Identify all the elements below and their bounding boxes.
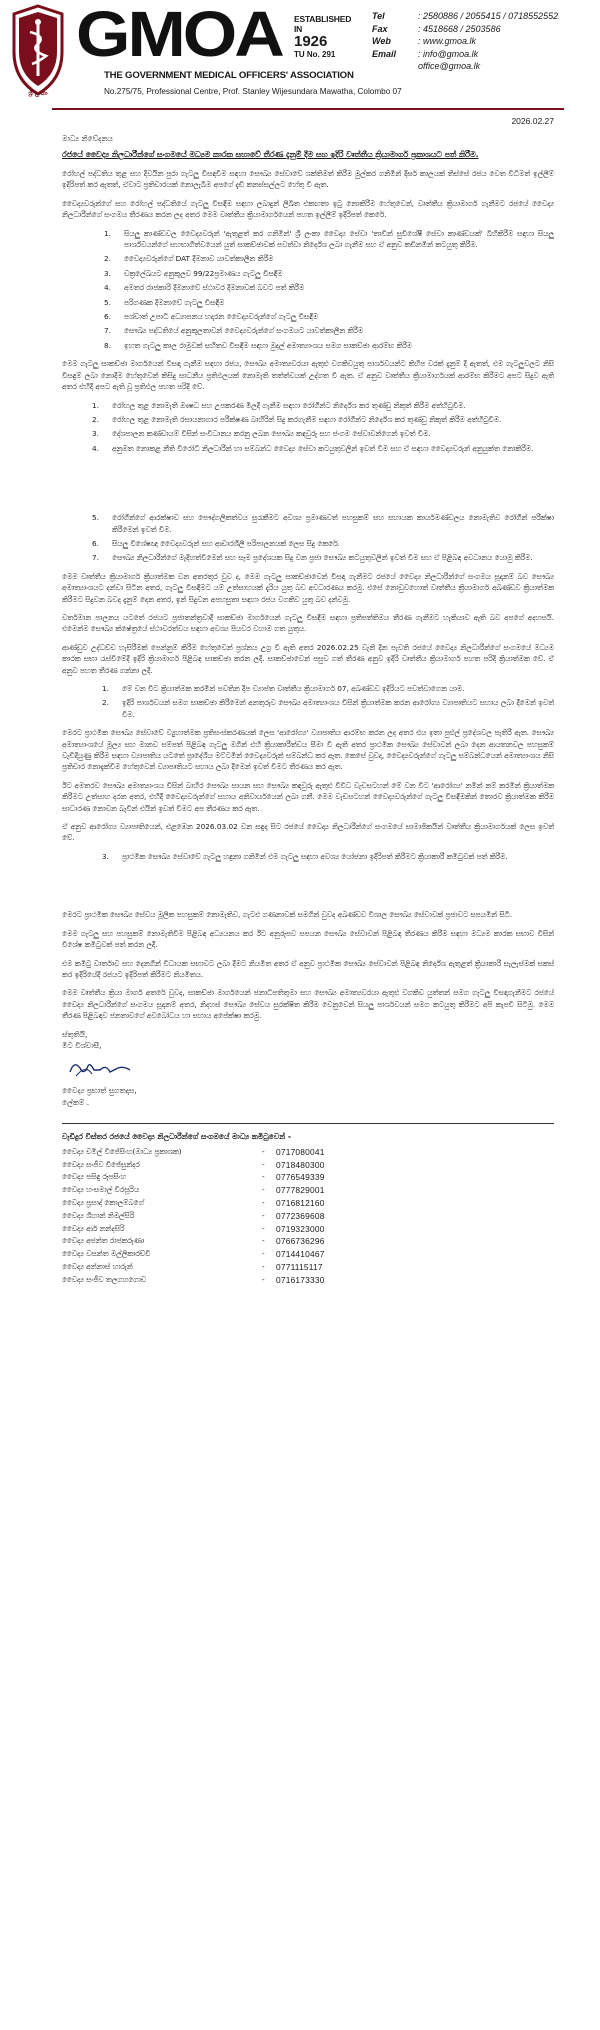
list-item: 3. ප්‍රාථමික සෞඛ්‍ය සේවාවේ ගැටලු හඳුනා ගනිමින් එම ගැටලු සඳහා අවශ්‍ය යෝජනා ඉදිරිපත් කිරීමට ක්‍රියාකාරී කමිටුවක් පත් කිරීම. [102,851,508,861]
table-row: වෛද්‍ය හංසමාල් වීරසූරිය - 0777829001 [62,1185,325,1196]
table-row: වෛද්‍ය ප්‍රසාද් කොලම්බගේ - 0716812160 [62,1198,325,1209]
paragraph: මෙම ගැටලු සහ පහසුකම් නොමැතිවීම පිළිබඳ අධ්‍යයනය කර ඊට අනුරූපව සපයන සෞඛ්‍ය සේවාවන් පිළිබඳ තීරණය කිරීම සඳහා මධ්‍යම කාරක සභාව විසින් විශේෂ කමිටුවක් පත් කරන ලදී. [62,928,554,950]
table-row: වෛද්‍ය අන්නාස් හාරුන් - 0771115117 [62,1261,323,1272]
paragraph: මෙම වෘත්තීය ක්‍රියා මාර්ග අතරේ වුවද, සාකච්ඡා මාර්ගයෙන් ජනාධිපතිතුමා සහ සෞඛ්‍ය අමාත්‍යවරයා ඇතුළු වගකිව යුත්තන් සමග ගැටලු විසඳාගැනීමට රජයේ වෛද්‍ය නිලධාරීන්ගේ සංගමය සූදානම් අතර, නිදහස් සෞඛ්‍ය සේවය සුරක්ෂිත කිරීම වෙනුවෙන් සියලු පාර්ශවයන් සමග කටයුතු කිරීමට අපි කැපවී සිටිමු. මෙම තීරණ පිළිබඳව ජනතාවගේ අවබෝධය හා සහාය අපේක්ෂා කරමු. [62,988,554,1021]
letterhead [28,0,559,112]
letter-date: 2026.02.27 [511,116,554,126]
closing-block [62,1029,554,1109]
list-item: 4. අමතර රාජකාරි දීමනාවේ ස්ථාවර දීමනාවක් බවට පත් කිරීම [104,283,305,293]
paragraph: රෝහල් පද්ධතිය තුළ සහ දිවයින පුරා ගැටලු විසඳවීම සඳහා සෞඛ්‍ය සේවාවේ ශක්තිමත් කිරීම මුල්කර ගනිමින් දීර්ඝ කාලයක් තිස්සේ රජය වෙත විධිමත් ඉල්ලීම් ඉදිරිපත් කර ඇතත්, ඒවාට ප්‍රතිචාරයක් නොලැබීම අපගේ දැඩි කනස්සල්ලට හේතු වී ඇත. [62,169,554,190]
list-item: 8. ඉහත ගැටලු කාල රාමුවක් සහිතව විසඳීම සඳහා මුදල් අමාත්‍යාංශය සමග සාකච්ඡා ආරම්භ කිරීම [104,340,413,350]
list-item: 4. අනුමත නොකළ නීති විරෝධී නිලධාරීන් හා සම්බන්ධ වෛද්‍ය සේවා කටයුතුවලින් ඉවත් වීම සහ ඒ සඳහා වෛද්‍යවරුන් අනුයුක්ත නොකිරීම. [92,443,534,453]
closing-regards: මීට විශ්වාසී, [62,1041,102,1051]
salutation: මාධ්‍ය නිවේදනය [62,134,113,143]
actions-list [92,400,554,455]
member-phone[interactable]: 0771115117 [276,1261,323,1272]
table-row: වෛද්‍ය වසන්ත මල්ලිකාරච්චි - 0714410467 [62,1249,325,1260]
paragraph: ඒ අනුව ආරෝග්‍ය ව්‍යාපෘතියෙන්, එළඹෙන 2026.03.02 වන සඳුදා සිට රජයේ වෛද්‍ය නිලධාරීන්ගේ සංගමයේ සාමාජිකයින් වෘත්තීය ක්‍රියාමාර්ගයක් ලෙස ඉවත් වේ. [62,822,554,843]
list-item: 2. වෛද්‍යවරුන්ගේ DAT දීමනාව යාවත්කාලීන කිරීම [104,254,274,264]
section-divider [62,1123,554,1124]
contact-row-email-2 [372,60,558,73]
table-row: වෛද්‍ය සංජීව විජේසුන්දර - 0718480300 [62,1159,325,1170]
member-name: වෛද්‍ය ආර් නන්දසිරි [62,1223,125,1233]
member-phone[interactable]: 0719323000 [276,1223,325,1234]
email-link-office[interactable]: office@gmoa.lk [418,61,481,72]
trade-union-number: TU No. 291 [294,50,336,59]
member-name: වෛද්‍ය පසිඳු රූපසිංහ [62,1172,127,1182]
paragraph: මෙම ගැටලු සාකච්ඡා මාර්ගයෙන් විසඳා ගැනීම සඳහා රජය, සෞඛ්‍ය අමාත්‍යවරයා ඇතුළු වගකිවයුතු පාර්ශවයන්ට කිහිප වරක් දැනුම් දී ඇතත්, එම ගැටලුවලට නිසි විසඳුම් ලබා නොදීම හේතුවෙන් කිසිදු සාධනීය ප්‍රතිඵලයක් නොමැති තත්ත්වයක් උද්ගත වී ඇත. ඒ අනුව වෘත්තීය ක්‍රියාමාර්ගයක් ආරම්භ කිරීමට අපට සිදුව ඇති අතර එහිදී අපට ඇති වූ ප්‍රතිඵල පහත පරිදි වේ. [62,359,554,392]
member-phone[interactable]: 0718480300 [276,1159,325,1170]
paragraph: ඊට අමතරව සෞඛ්‍ය අමාත්‍යාංශය විසින් බාහිර සෞඛ්‍ය සායන සහ සෞඛ්‍ය කඳවුරු ඇතුළු විවිධ වැඩසටහන් මේ වන විට 'ආරෝග්‍ය' නමින් නම් කරමින් ක්‍රියාත්මක කිරීමට උත්සාහ දරන අතර, එහිදී වෛද්‍යවරුන්ගේ සහාය අනිවාර්යයෙන් ලබා ගනී. මෙම වැඩසටහන් වෛද්‍යවරුන්ගේ ගැටලු විසඳීමකින් තොරව ක්‍රියාත්මක කිරීම සාධාරණ නොවන බැවින් එයින් ඉවත් වීමට අප තීරණය කර ඇත. [62,780,554,813]
paragraph: වර්තමාන පාලනය යටතේ රජයට ප්‍රජාතන්ත්‍රවාදී සාකච්ඡා මාර්ගයෙන් ගැටලු විසඳීම සඳහා ප්‍රතිපත්තිමය තීරණ ගැනීමට හැකියාව ඇති බව අපගේ අදහසයි. එමෙන්ම සෞඛ්‍ය ක්ෂේත්‍රයේ ස්ථාවරත්වය සඳහා අවශ්‍ය පියවර වහාම ගත යුතුය. [62,612,554,634]
table-row: වෛද්‍ය අජන්ත රාජකරුණා - 0766736296 [62,1236,325,1247]
establishment-block [294,14,354,59]
signatory-name: වෛද්‍ය ප්‍රභාත් සුගතදාස, [62,1086,137,1096]
list-item: 1. සියලු කාණ්ඩවල වෛද්‍යවරුන් 'ඇතුළත් කර ගනිමින්' ශ්‍රී ලංකා වෛද්‍ය සේවා 'තාවින් සුවිශේෂී සේවා කාණ්ඩයක්' බිහිකිරීම සඳහා සියලු පාර්ශ්වයන්ගේ සහභාගිත්වයෙන් යුත් සාකච්ඡාවක් පවත්වා නිර්දේශ ලබා ගැනීම සහ ඒ අනුව කඩිනමින් කටයුතු කිරීම. [104,228,554,250]
established-year: 1926 [294,33,328,50]
paragraph: වෛද්‍යවරුන්ගේ සහ රෝහල් පද්ධතියේ ගැටලු විසඳීම සඳහා ලබාදුන් ලිඛිත එකඟතා ඉටු නොකිරීම හේතුවෙන්, වෘත්තීය ක්‍රියාමාර්ග ගැනීමට රජයේ වෛද්‍ය නිලධාරීන්ගේ සංගමය තීරණය කරන ලද අතර මෙම වෘත්තීය ක්‍රියාමාර්ගයෙන් පහත ඉල්ලීම් ඉදිරිපත් කෙරේ. [62,198,554,220]
page-break-gap [62,868,554,902]
member-phone[interactable]: 0714410467 [276,1249,325,1260]
closing-thanks: ස්තුතියි, [62,1029,88,1039]
contact-row-fax [372,23,558,36]
contact-label: Web [372,36,391,47]
table-row: වෛද්‍ය ශිහාන් නිමල්සිරි - 0772369608 [62,1210,325,1221]
list-item: 1. රෝහල තුළ නොමැති ඖෂධ සහ උපකරණ මිලදී ගැනීම සඳහා රෝගීන්ට නිර්දේශ කර තුණ්ඩු නිකුත් කිරීම අත්හිටුවීම. [92,400,466,410]
association-name: THE GOVERNMENT MEDICAL OFFICERS' ASSOCIATION [104,70,354,81]
member-phone[interactable]: 0766736296 [276,1236,325,1247]
paragraph: මෙරට ප්‍රාථමික සෞඛ්‍ය සේවාවේ ව්‍යුහාත්මක ප්‍රතිසංස්කරණයක් ලෙස 'ආරෝග්‍ය' ව්‍යාපෘතිය ආරම්භ කරන ලද අතර එය ඉතා පුළුල් ප්‍රදේශවල පැතිරී ඇත. සෞඛ්‍ය අමාත්‍යාංශයේ මූල්‍ය සහ මානව සම්පත් පිළිබඳ ගැටලු මගින් එහි ක්‍රියාකාරීත්වය සීමා වී ඇති අතර ප්‍රාථමික සෞඛ්‍ය සේවාවන් ලබා දෙන ආයතනවල පහසුකම් වැඩිදියුණු කිරීම සඳහා ව්‍යාපෘතිය යටතේ ප්‍රාදේශීය මට්ටමින් වෛද්‍යවරුන් සම්බන්ධ කර ඇත. කෙසේ වුවද, වෛද්‍යවරුන්ගේ ගැටලු සම්බන්ධයෙන් අමාත්‍යාංශය නිසි ප්‍රතිචාර නොදැක්වීම හේතුවෙන් ව්‍යාපෘතියට සහාය ලබා දීමෙන් ඉවත් වීමට තීරණය කර ඇත. [62,728,554,772]
contact-label: Fax [372,23,388,34]
contact-row-email [372,48,558,61]
association-address: No.275/75, Professional Centre, Prof. Stanley Wijesundara Mawatha, Colombo 07 [104,87,402,96]
list-item: 2. ඉදිරි පාර්ශවයන් සමග සාකච්ඡා කිරීමෙන් අනතුරුව සෞඛ්‍ය අමාත්‍යාංශය විසින් ක්‍රියාත්මක කරන ආරෝග්‍ය ව්‍යාපෘතියට සහාය ලබා දීමෙන් ඉවත් වීම. [102,698,554,719]
contact-label [372,60,418,73]
list-item: 7. සෞඛ්‍ය නිලධාරීන්ගේ මැදිහත්වීමෙන් සහ සෑම ප්‍රදේශයක සිදු වන ප්‍රජා සෞඛ්‍ය කටයුතුවලින් ඉවත් වීම සහ ඒ පිළිබඳ අවධානය යොමු කිරීම. [92,553,533,563]
table-row: වෛද්‍ය පසිඳු රූපසිංහ - 0776549339 [62,1172,325,1183]
contact-value: : 4518668 / 2503586 [418,23,501,34]
member-name: වෛද්‍ය ප්‍රසාද් කොලම්බගේ [62,1198,144,1208]
member-name: වෛද්‍ය ශිහාන් නිමල්සිරි [62,1210,135,1220]
demands-list [104,228,554,352]
list-item: 1. මේ වන විට ක්‍රියාත්මක කරමින් පවතින දීප ව්‍යාප්ත වෘත්තීය ක්‍රියාමාර්ග 07, අඛණ්ඩව ඉදිරියට පවත්වාගෙන යාම. [102,684,465,693]
member-phone[interactable]: 0716812160 [276,1198,325,1209]
letter-subject: රජයේ වෛද්‍ය නිලධාරීන්ගේ සංගමයේ මධ්‍යම කාරක සභාවේ තීරණ දැනුම් දීම සහ ඉදිරි වෘත්තීය ක්‍රියාමාර්ග ප්‍රකාශයට පත් කිරීම. [62,150,479,159]
member-phone[interactable]: 0777829001 [276,1185,325,1196]
member-name: වෛද්‍ය හංසමාල් වීරසූරිය [62,1185,140,1195]
contact-label: Tel [372,11,385,21]
member-name: වෛද්‍ය අන්නාස් හාරුන් [62,1261,133,1271]
contact-row-web [372,35,558,48]
member-name: වෛද්‍ය සංජීව විජේසුන්දර [62,1159,140,1169]
contact-block [372,10,558,73]
paragraph: මෙම වෘත්තීය ක්‍රියාමාර්ග ක්‍රියාත්මක වන අතරතුර වුව ද, මෙම ගැටලු සාකච්ඡාවෙන් විසඳා ගැනීමට රජයේ වෛද්‍ය නිලධාරීන්ගේ සංගමය සූදානම් බව සෞඛ්‍ය අමාත්‍යාංශයට දන්වා සිටින අතර, ගැටලු විසඳීමට යම් උත්සාහයක් දැරිය යුතු බව අවධාරණය කරමු. එසේ නොවුවහොත් වෘත්තීය ක්‍රියාමාර්ග අඛණ්ඩව ක්‍රියාත්මක කිරීමට සිදුවන බවද දැනුම් දෙන අතර, ඉන් සිදුවන අපහසුතා සඳහා රජය වගකිව යුතු බව දන්වමු. [62,571,554,604]
contact-value: : 2580886 / 2055415 / 0718552552 [418,11,559,21]
signatory-title: ලේකම් . [62,1097,90,1107]
established-label: ESTABLISHED IN [294,14,352,34]
table-row: වෛද්‍ය සංජීව තලගහගොඩ - 0716173330 [62,1274,325,1285]
letterhead-divider [52,108,564,110]
contact-row-tel [372,10,558,23]
emblem-caption: ශ්‍රී ලංකා [28,90,48,97]
member-name: වෛද්‍ය චමිල් විජේසිංහ(මාධ්‍ය ප්‍රකාශක) [62,1146,182,1156]
list-item: 5. පරිගණක දීමනාවේ ගැටලු විසඳීම [104,297,225,307]
paragraph: මෙරට ප්‍රාථමික සෞඛ්‍ය සේවය මූලික පහසුකම් නොමැතිව, ගැටළු ගණනාවක් සමගින් වුවද අඛණ්ඩව විශාල සෞඛ්‍ය සේවාවක් ප්‍රජාවට සපයමින් සිටී. [62,910,513,920]
page-break-gap [62,460,554,508]
brand-block [76,0,282,74]
signature-icon [66,1058,156,1080]
decisions-list-continued [102,851,554,862]
list-item: 7. සෞඛ්‍ය පද්ධතියේ අනුකූලතාවන් වෛද්‍යවරුන්ගේ සංගමයට යාවත්කාලීන කිරීම [104,326,364,336]
member-name: වෛද්‍ය වසන්ත මල්ලිකාරච්චි [62,1249,151,1259]
member-phone[interactable]: 0717080041 [276,1146,325,1157]
list-item: 6. සියලු විශේෂඥ වෛද්‍යවරුන් සහ ආචාරශීලී පරිපාලනයක් ලෙස සිදු කෙරේ. [92,538,340,548]
table-row: වෛද්‍ය චමිල් විජේසිංහ(මාධ්‍ය ප්‍රකාශක) - 0717080041 [62,1146,325,1157]
contact-label: Email [372,48,397,59]
paragraph: එම කමිටු වාර්තාව සහ දෙනගින් විධායක සභාවට ලබා දීමට නියමිත අතර ඒ අනුව ප්‍රාථමික සෞඛ්‍ය සේවාවන් පිළිබඳ නිර්දේශ ඇතුළත් ක්‍රියාකාරී සැලැස්මක් සකස් කර ඉදිරියේදී රජයට ඉදිරිපත් කිරීමට නියමිතය. [62,958,554,979]
gmoa-emblem-icon [8,2,68,102]
member-phone[interactable]: 0772369608 [276,1210,325,1221]
member-name: වෛද්‍ය සංජීව තලගහගොඩ [62,1274,147,1284]
actions-list-continued [92,512,554,564]
member-name: වෛද්‍ය අජන්ත රාජකරුණා [62,1236,145,1246]
list-item: 5. රෝගීන්ගේ ආරක්ෂාව සහ පෞද්ගලිකත්වය සුරැකීමට අවශ්‍ය ප්‍රමාණවත් පහසුකම් සහ සහායක කාර්යමණ්ඩලය නොමැතිව රෝගීන් පරීක්ෂා කිරීමෙන් ඉවත් වීම. [92,513,554,534]
gmoa-wordmark: GMOA [76,0,282,70]
list-item: 3. චක්‍රලේඛයට අනුකූලව 99/22ප්‍රමාණය ගැටලු විසඳීම [104,268,283,278]
member-phone[interactable]: 0716173330 [276,1274,325,1285]
paragraph: ආණ්ඩුව උද්ධච්ච හැසිරීමක් පෙන්නුම් කිරීම හේතුවෙන් ප්‍රශ්නය උග්‍ර වී ඇති අතර 2026.02.25 වැනි දින පැවති රජයේ වෛද්‍ය නිලධාරීන්ගේ සංගමයේ මධ්‍යම කාරක සභා රැස්වීමේදී ඉදිරි ක්‍රියාමාර්ග පිළිබඳ සාකච්ඡා කරන ලදී. සාකච්ඡාවෙන් පසුව ගත් තීරණ අනුව ඉදිරි වෘත්තීය ක්‍රියාමාර්ග පහත පරිදි ක්‍රියාත්මක වේ. ඒ අනුව පහත තීරණ ගන්නා ලදී. [62,642,554,675]
list-item: 2. රෝහල තුළ නොමැති රසායනාගාර පරීක්ෂණ බාහිරින් සිදු කරගැනීම සඳහා රෝගීන්ට නිර්දේශ කර තුණ්ඩු නිකුත් කිරීම අත්හිටුවීම. [92,414,502,424]
table-row: වෛද්‍ය ආර් නන්දසිරි - 0719323000 [62,1223,325,1234]
media-committee-table [62,1146,325,1287]
email-link[interactable]: : info@gmoa.lk [418,48,479,59]
decisions-list [102,683,554,720]
media-committee-title: වැඩිදුර විස්තර රජයේ වෛද්‍ය නිලධාරීන්ගේ සංගමයේ මාධ්‍ය කමිටුවෙන් - [62,1131,291,1141]
list-item: 3. දේශපාලන කණ්ඩායම් විසින් සංවිධානය කරනු ලබන සෞඛ්‍ය කඳවුරු සහ ජංගම සේවාවන්ගෙන් ඉවත් වීම. [92,429,431,439]
website-link[interactable]: : www.gmoa.lk [418,36,477,47]
list-item: 6. පශ්චාත් උපාධි අධ්‍යාපනය හදාරන වෛද්‍යවරුන්ගේ ගැටලු විසඳීම [104,312,319,322]
member-phone[interactable]: 0776549339 [276,1172,325,1183]
